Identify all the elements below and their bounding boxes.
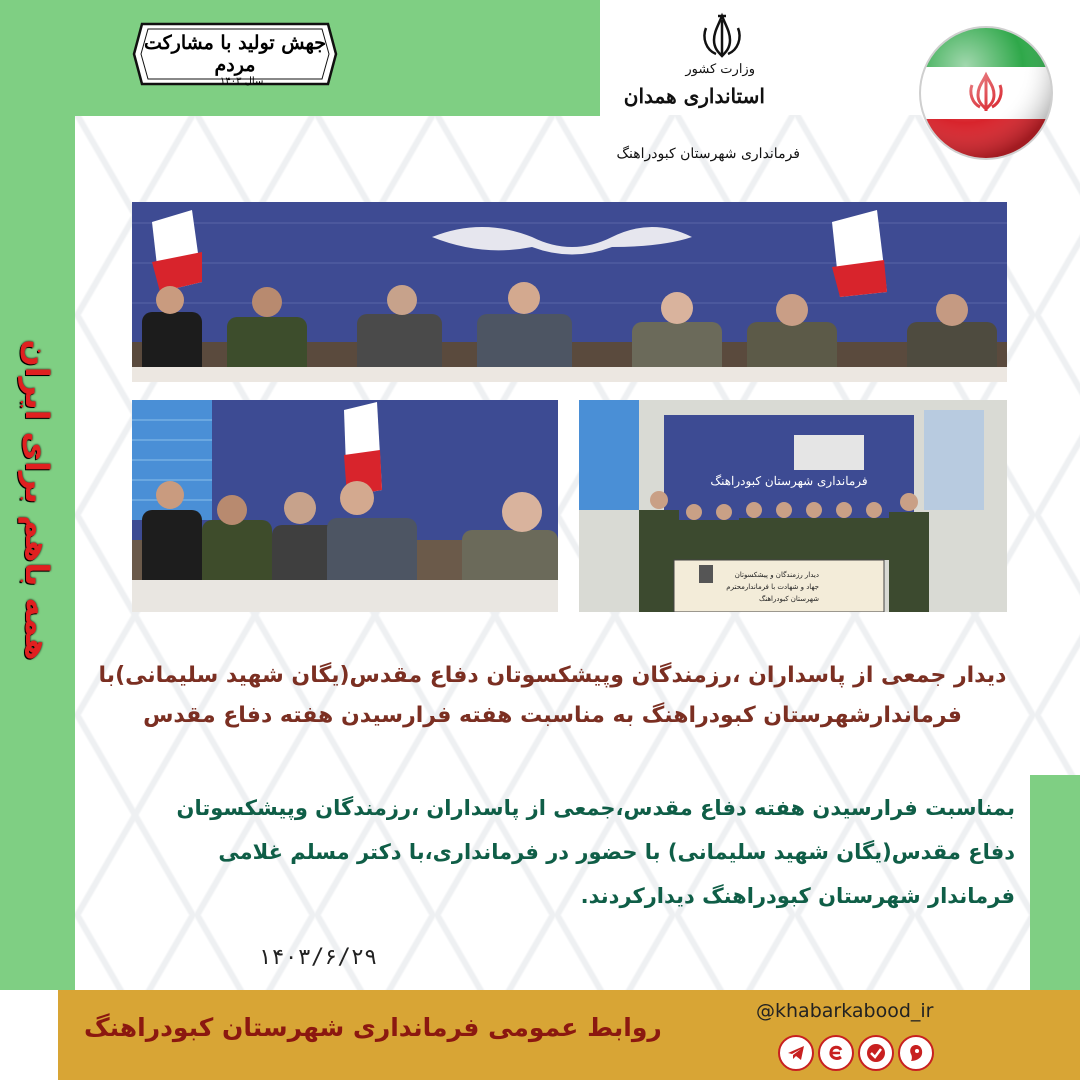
- eitaa-icon[interactable]: [818, 1035, 854, 1071]
- wall-text: فرمانداری شهرستان کبودراهنگ: [710, 474, 868, 488]
- bale-icon[interactable]: [858, 1035, 894, 1071]
- body-text: بمناسبت فرارسیدن هفته دفاع مقدس،جمعی از پاسداران ،رزمندگان وپیشکسوتان دفاع مقدس(یگان شهید سلیمانی) با حضور در فرمانداری،با دکتر مسلم غلامی فرماندار شهرستان کبودراهنگ دیدارکردند.: [176, 796, 1015, 908]
- banner-line-3: شهرستان کبودراهنگ: [758, 595, 819, 603]
- county-office-name: فرمانداری شهرستان کبودراهنگ: [616, 146, 800, 162]
- iran-emblem-icon: [698, 12, 746, 60]
- meeting-photo-main: [132, 202, 1007, 382]
- soroush-icon[interactable]: [898, 1035, 934, 1071]
- group-photo: [579, 400, 1007, 612]
- logo-year: سال ۱۴۰۳: [220, 76, 264, 87]
- iran-flag-ball-icon: [918, 25, 1054, 161]
- slogan-vertical: [6, 270, 68, 730]
- logo-text: جهش تولید با مشارکت مردم: [143, 32, 327, 76]
- banner-line-2: جهاد و شهادت با فرماندارمحترم: [726, 583, 819, 591]
- headline: دیدار جمعی از پاسداران ،رزمندگان وپیشکسوتان دفاع مقدس(یگان شهید سلیمانی)با فرماندارشهرستان کبودراهنگ به مناسبت هفته فرارسیدن هفته دفاع مقدس: [98, 663, 1007, 728]
- green-right-band: [1030, 775, 1080, 990]
- social-handle[interactable]: @khabarkabood_ir: [756, 1000, 934, 1022]
- slogan-text: همه باهم برای ایران: [18, 339, 56, 661]
- telegram-icon[interactable]: [778, 1035, 814, 1071]
- meeting-photo-side: [132, 400, 558, 612]
- footer-title: روابط عمومی فرمانداری شهرستان کبودراهنگ: [84, 1013, 662, 1042]
- date: ۱۴۰۳/۶/۲۹: [258, 945, 378, 970]
- ministry-name: وزارت کشور: [685, 62, 755, 77]
- governorate-name: استانداری همدان: [623, 84, 765, 108]
- banner-line-1: دیدار رزمندگان و پیشکسوتان: [734, 571, 819, 579]
